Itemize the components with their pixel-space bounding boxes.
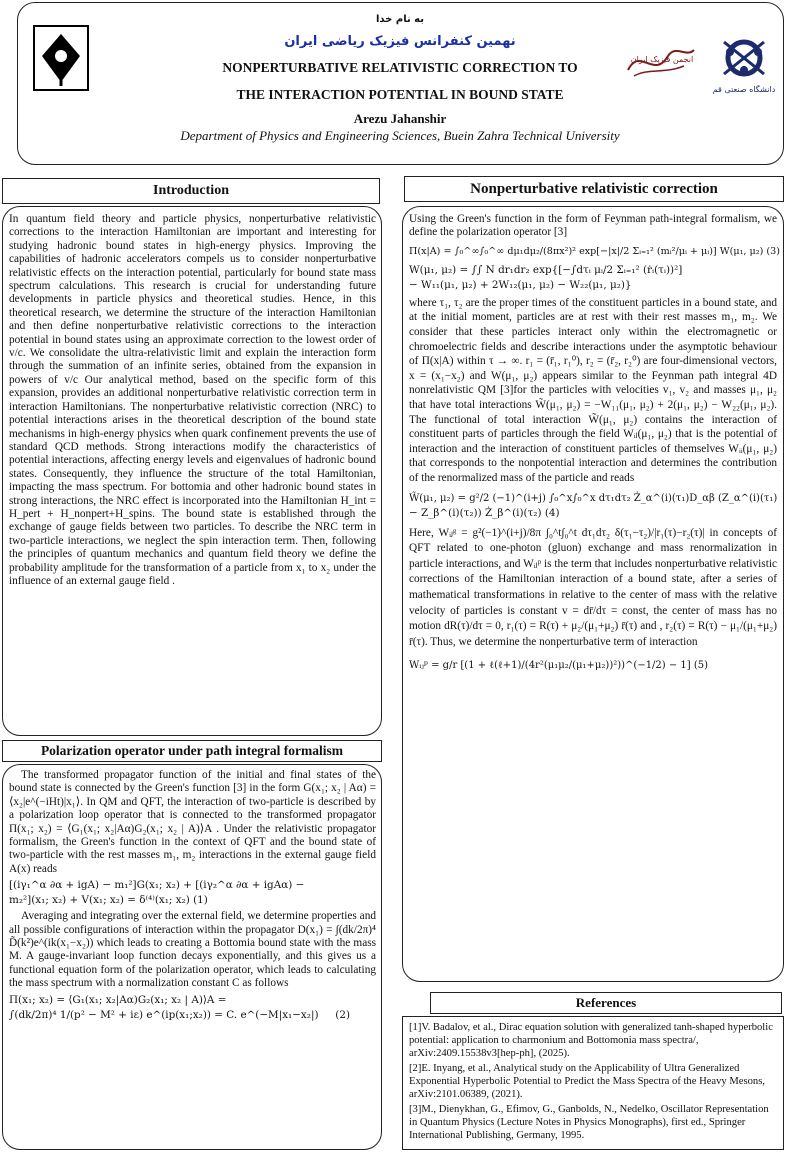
introduction-heading: Introduction — [2, 178, 380, 204]
equation-2-line1: Π(x₁; x₂) = ⟨G₁(x₁; x₂|Aα)G₂(x₁; x₂ | A)⟩A = — [9, 993, 227, 1006]
reference-3: [3]M., Dienykhan, G., Efimov, G., Ganbolds, N., Nedelko, Oscillator Representation in Quantum Physics (Lecture Notes in Physics Monographs), first ed., Springer International Publishing, Germany, 1995. — [409, 1104, 769, 1141]
equation-2-row — [9, 1008, 376, 1023]
introduction-panel — [2, 206, 382, 736]
nonpert-panel — [402, 206, 784, 982]
references-panel — [402, 1016, 784, 1150]
equation-2-number: (2) — [335, 1008, 350, 1021]
conference-title-persian: نهمین کنفرانس فیزیک ریاضی ایران — [284, 34, 516, 49]
author-affiliation: Department of Physics and Engineering Sciences, Buein Zahra Technical University — [180, 128, 620, 143]
bismillah: به نام خدا — [375, 14, 425, 25]
university-logo-right — [706, 32, 782, 108]
reference-1: [1]V. Badalov, et al., Dirac equation solution with generalized tanh-shaped hyperbolic potential: application to charmonium and Bottomonia mass spectra/, arXiv:2409.15538v3[hep-ph], (2025). — [409, 1022, 773, 1059]
physics-society-logo-text: انجمن فیزیک ایران — [630, 55, 694, 64]
university-logo-left — [26, 16, 96, 100]
nonpert-heading: Nonperturbative relativistic correction — [404, 176, 784, 202]
paper-title-line1: NONPERTURBATIVE RELATIVISTIC CORRECTION TO — [222, 60, 578, 75]
polarization-panel — [2, 764, 382, 1150]
polarization-paragraph-1: The transformed propagator function of the initial and final states of the bound state is connected by the Green's function [3] in the form G(x₁; x₂ | Aα) = ⟨x₂|e^(−iHt)|x₁⟩. In QM and QFT, the interaction of two-particle is described by a polarization loop operator that is connected to the transformed propagator Π(x₁; x₂) = ⟨G₁(x₁; x₂|Aα)G₂(x₁; x₂ | A)⟩A . Under the relativistic propagator formalism, the Green's function in the context of QFT and the bound state of two-particle with the rest masses m₁, m₂ interactions in the external gauge field A(x) reads — [9, 769, 376, 875]
author-name: Arezu Jahanshir — [353, 111, 447, 126]
nonpert-paragraph-3: Here, Wᵢⱼᵍ = g²(−1)^(i+j)/8π ∫₀^t∫₀^t dτ₁dτ₂ δ(τ₁−τ₂)/|r₁(τ)−r₂(τ)| in concepts of QFT related to one-photon (gluon) exchange and mass renormalization in particle interactions, and Wᵢⱼᵖ is the term that includes nonperturbative relativistic corrections of the Hamiltonian interaction of a bound state, after a series of mathematical transformations in relative to the center of mass with the relative velocity of particles is constant v = dr̄/dτ = const, the center of mass has no motion dR(τ)/dτ = 0, r₁(τ) = R(τ) + μ₂/(μ₁+μ₂) r̄(τ) and , r₂(τ) = R(τ) − μ₁/(μ₁+μ₂) r̄(τ). Thus, we determine the nonperturbative term of interaction — [409, 526, 777, 648]
equation-5: Wᵢⱼᵖ = g/r [(1 + ℓ(ℓ+1)/(4r²(μ₁μ₂/(μ₁+μ₂))²))^(−1/2) − 1] (5) — [409, 660, 709, 672]
paper-title-line2: THE INTERACTION POTENTIAL IN BOUND STATE — [236, 87, 564, 102]
university-logo-right-text: دانشگاه صنعتی قم — [712, 85, 776, 94]
equation-4-line1: W̃(μ₁, μ₂) = g²/2 (−1)^(i+j) ∫₀^x∫₀^x dτ₁dτ₂ Ż_α^(i)(τ₁)D_αβ (Z_α^(i)(τ₁) — [409, 492, 778, 504]
equation-3: Π(x|A) = ∫₀^∞∫₀^∞ dμ₁dμ₂/(8πx²)² exp[−|x|/2 Σᵢ₌₁² (mᵢ²/μᵢ + μᵢ)] W(μ₁, μ₂) (3) — [409, 245, 780, 257]
references-heading: References — [430, 992, 782, 1014]
equation-3b-line1: W(μ₁, μ₂) = ∫∫ N dr₁dr₂ exp{[−∫dτᵢ μᵢ/2 Σᵢ₌₁² (ṙᵢ(τᵢ))²] — [409, 263, 683, 276]
polarization-heading: Polarization operator under path integral formalism — [2, 740, 382, 762]
physics-society-logo — [624, 40, 698, 82]
equation-3b-line2: − W₁₁(μ₁, μ₂) + 2W₁₂(μ₁, μ₂) − W₂₂(μ₁, μ₂)} — [409, 278, 632, 291]
equation-4-line2: − Z_β^(i)(τ₂)) Ż_β^(i)(τ₂) (4) — [409, 506, 560, 519]
equation-2-line2: ∫(dk/2π)⁴ 1/(p² − M² + iε) e^(ip(x₁;x₂)) = C. e^(−M|x₁−x₂|) — [9, 1008, 319, 1021]
equation-1-line2: m₂²](x₁; x₂) + V(x₁; x₂) = δ⁽⁴⁾(x₁; x₂) (1) — [9, 894, 208, 907]
nonpert-paragraph-2: where τ₁, τ₂ are the proper times of the constituent particles in a bound state, and at the initial moment, particles are at rest with their rest masses m₁, m₂. We consider that these particles interact only within the electromagnetic or chromoelectric fields and describe interactions under the asymptotic behaviour of Π(x|A) within τ → ∞. r₁ = (r̄₁, r₁⁰), r₂ = (r̄₂, r₂⁰) are four-dimensional vectors, x = (x₁−x₂) and W(μ₁, μ₂) appears similar to the Feynman path integral 4D nonrelativistic QM [3]for the particles with velocities v₁, v₂ and masses μ₁, μ₂ that have total interactions W̃(μ₁, μ₂) = −W₁₁(μ₁, μ₂) + 2(μ₁, μ₂) − W₂₂(μ₁, μ₂). The functional of total interaction W̃(μ₁, μ₂) contains the interaction of constituent parts of particles through the field Wᵢⱼ(μ₁, μ₂) that is the potential of interaction and the interaction of constituent particles of themselves Wᵢᵢ(μ₁, μ₂) that corresponds to the nonpotential interaction and determines the contribution of the renormalized mass of the particle and reads — [409, 296, 777, 484]
polarization-paragraph-2: Averaging and integrating over the external field, we determine properties and all possible configurations of interaction within the propagator D(x₁) = ∫(dk/2π)⁴ D̃(k²)e^(ik(x₁−x₂)) which leads to creating a Bottomia bound state with the mass M. A gauge-invariant loop function decays exponentially, and this gives us a functional equation form of the polarization operator, which leads to calculating the mass spectrum with a normalization constant C as follows — [9, 910, 376, 990]
equation-1-line1: [(iγ₁^α ∂α + igA) − m₁²]G(x₁; x₂) + [(iγ₂^α ∂α + igAα) − — [9, 879, 305, 892]
reference-2: [2]E. Inyang, et al., Analytical study on the Applicability of Ultra Generalized Exponential Hyperbolic Potential to Predict the Mass Spectra of the Heavy Mesons, arXiv:2101.06389, (2021). — [409, 1063, 765, 1100]
introduction-text: In quantum field theory and particle physics, nonperturbative relativistic corrections to the interaction Hamiltonian are important and interesting for studying hadronic bound states in high-energy physics. Improving the capabilities of hadronic accelerators compels us to consider nonperturbative relativistic effects on the interaction potential, particularly for bound state mass spectrum calculations. This research is crucial for understanding future developments in particle physics and theoretical studies. Hence, in this theoretical research, we determine the structure of the interaction Hamiltonian and then define nonperturbative relativistic corrections to the interaction potential in bound states using an approximate correction to the lowest order of v/c. We consolidate the ultra-relativistic limit and explain the interaction form through the summation of an infinite series, obtained from the expansion in powers of v/c Our analytical method, based on the specific form of this expansion, provides an additional nonperturbative relativistic correction term in interaction Hamiltonians. The nonperturbative relativistic correction (NRC) to potential interactions arises in the theoretical description of the bound state mechanisms in high-energy physics when quark confinement prevents the use of standard QCD methods. Strong interactions modify the characteristics of potential interactions, affecting energy levels and eigenvalues of hadronic bound states. Consequently, they influence the structure of the total Hamiltonian, impacting the mass spectrum. For bottomia and other hadronic bound states in strong interactions, the NRC effect is incorporated into the Hamiltonian H_int = H_pert + H_nonpert+H_spins. The bound state is established through the exchange of gauge fields between two particles. To describe the NRC term in two-particle interactions, we neglect the spin interaction term. Then, following the principles of quantum mechanics and quantum field theory we define the probability amplitude for the transformation of a particle from x₁ to x₂ under the influence of an external gauge field . — [9, 213, 376, 587]
nonpert-paragraph-1: Using the Green's function in the form of Feynman path-integral formalism, we define the polarization operator [3] — [409, 213, 777, 239]
